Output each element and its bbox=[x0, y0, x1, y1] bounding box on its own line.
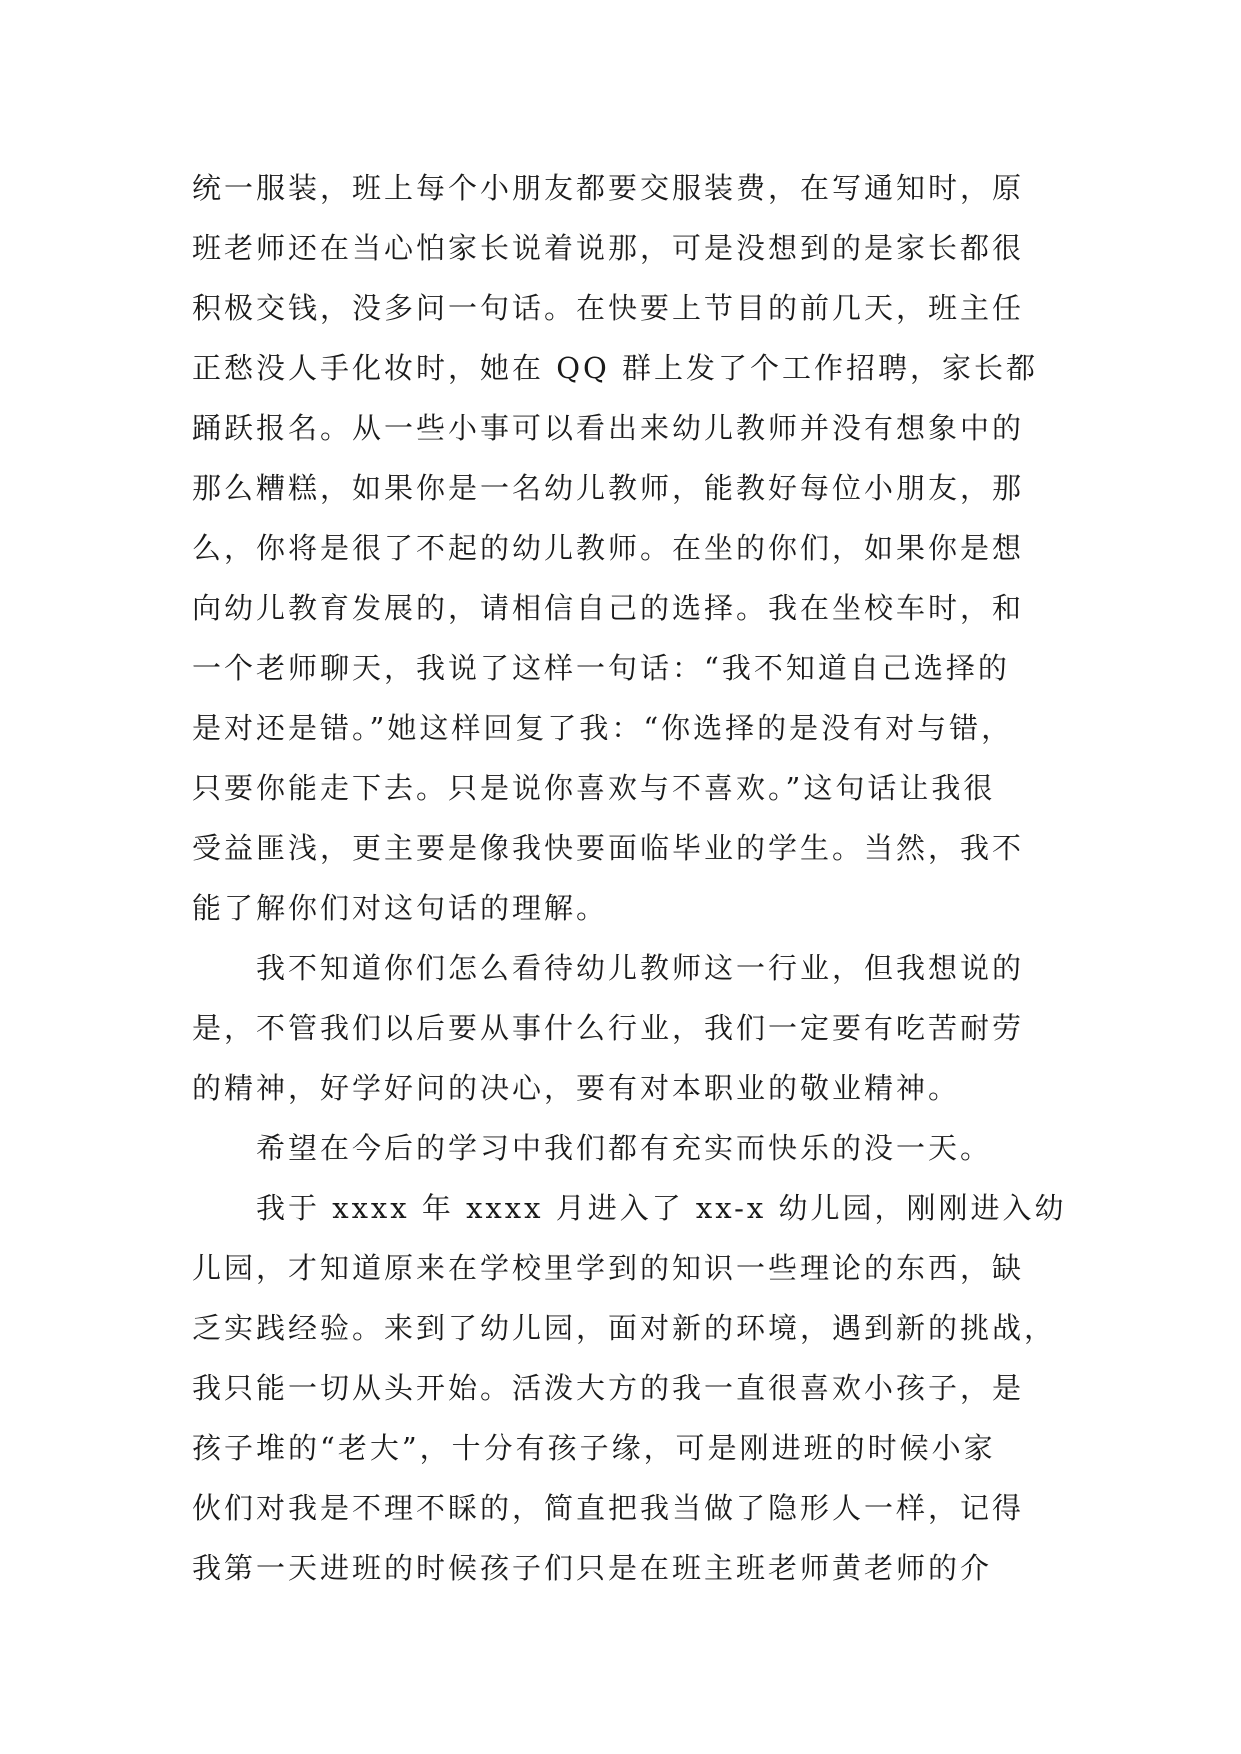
text-line: 是对还是错。”她这样回复了我：“你选择的是没有对与错， bbox=[192, 711, 1014, 745]
text-line: 班老师还在当心怕家长说着说那，可是没想到的是家长都很 bbox=[192, 231, 1025, 265]
text-line: 希望在今后的学习中我们都有充实而快乐的没一天。 bbox=[192, 1131, 993, 1165]
text-line: 踊跃报名。从一些小事可以看出来幼儿教师并没有想象中的 bbox=[192, 411, 1025, 445]
text-line: 孩子堆的“老大”，十分有孩子缘，可是刚进班的时候小家 bbox=[192, 1431, 996, 1465]
text-line: 儿园，才知道原来在学校里学到的知识一些理论的东西，缺 bbox=[192, 1251, 1025, 1285]
text-line: 一个老师聊天，我说了这样一句话：“我不知道自己选择的 bbox=[192, 651, 1010, 685]
text-line: 只要你能走下去。只是说你喜欢与不喜欢。”这句话让我很 bbox=[192, 771, 996, 805]
text-line: 那么糟糕，如果你是一名幼儿教师，能教好每位小朋友，那 bbox=[192, 471, 1025, 505]
text-line: 积极交钱，没多问一句话。在快要上节目的前几天，班主任 bbox=[192, 291, 1025, 325]
text-line: 统一服装，班上每个小朋友都要交服装费，在写通知时，原 bbox=[192, 171, 1025, 205]
text-line: 向幼儿教育发展的，请相信自己的选择。我在坐校车时，和 bbox=[192, 591, 1025, 625]
text-line: 是，不管我们以后要从事什么行业，我们一定要有吃苦耐劳 bbox=[192, 1011, 1025, 1045]
text-line: 正愁没人手化妆时，她在 QQ 群上发了个工作招聘，家长都 bbox=[192, 351, 1038, 385]
text-line: 受益匪浅，更主要是像我快要面临毕业的学生。当然，我不 bbox=[192, 831, 1025, 865]
text-line: 能了解你们对这句话的理解。 bbox=[192, 891, 609, 925]
text-line: 我第一天进班的时候孩子们只是在班主班老师黄老师的介 bbox=[192, 1551, 993, 1585]
text-line: 的精神，好学好问的决心，要有对本职业的敬业精神。 bbox=[192, 1071, 961, 1105]
text-line: 伙们对我是不理不睬的，简直把我当做了隐形人一样，记得 bbox=[192, 1491, 1025, 1525]
text-line: 我只能一切从头开始。活泼大方的我一直很喜欢小孩子，是 bbox=[192, 1371, 1025, 1405]
text-line: 我于 xxxx 年 xxxx 月进入了 xx-x 幼儿园，刚刚进入幼 bbox=[192, 1191, 1067, 1225]
body-text bbox=[192, 158, 1067, 1598]
text-line: 么，你将是很了不起的幼儿教师。在坐的你们，如果你是想 bbox=[192, 531, 1025, 565]
text-line: 我不知道你们怎么看待幼儿教师这一行业，但我想说的 bbox=[192, 951, 1025, 985]
text-line: 乏实践经验。来到了幼儿园，面对新的环境，遇到新的挑战， bbox=[192, 1311, 1057, 1345]
